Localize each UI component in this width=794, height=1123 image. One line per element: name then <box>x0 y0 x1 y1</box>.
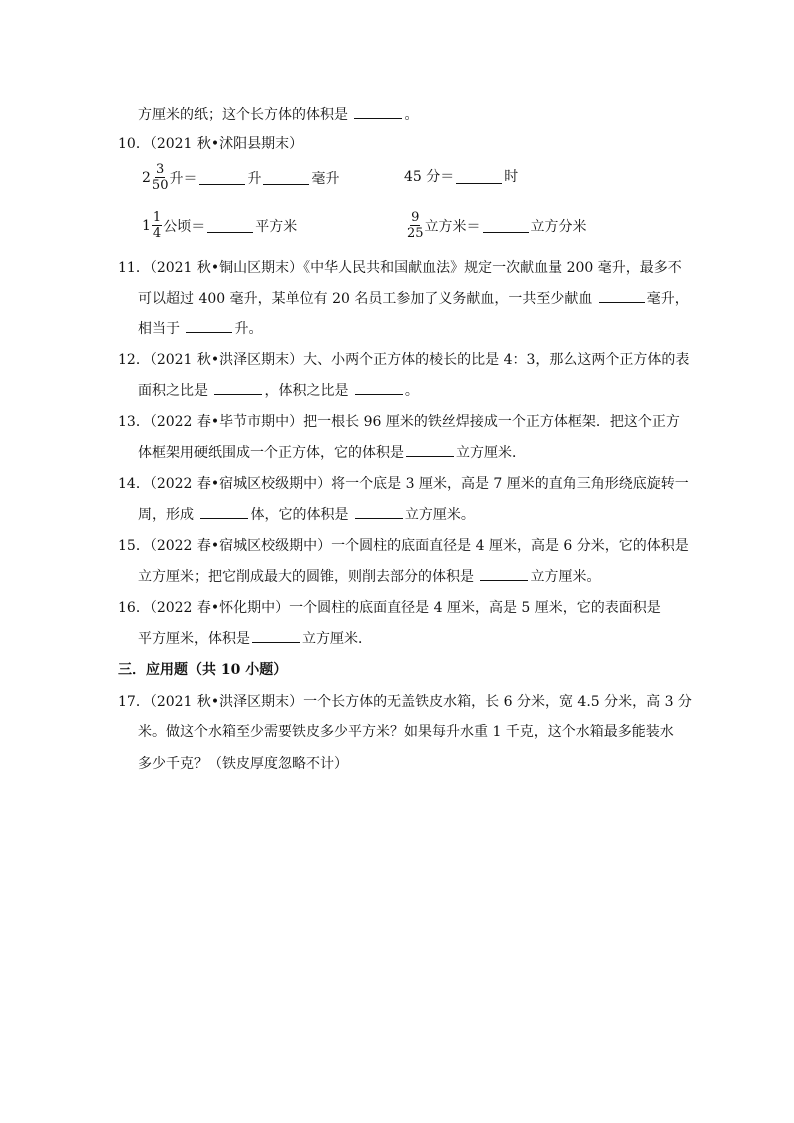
q17-line-1: 17．（2021 秋•洪泽区期末）一个长方体的无盖铁皮水箱，长 6 分米，宽 4.5 分米，高 3 分 <box>118 694 692 710</box>
answer-blank[interactable] <box>354 104 402 119</box>
q10-item-4: $\frac{9}{25}$ 立方米＝ 立方分米 <box>407 210 587 241</box>
fraction: $\frac{1}{4}$ <box>152 210 162 241</box>
q9-continuation: 方厘米的纸；这个长方体的体积是 。 <box>138 104 418 125</box>
q10-item-2: 45 分＝ 时 <box>404 169 519 185</box>
fraction: $\frac{3}{50}$ <box>151 162 169 193</box>
q17-line-3: 多少千克？（铁皮厚度忽略不计） <box>138 756 348 772</box>
q16-line-2: 平方厘米，体积是 立方厘米． <box>138 628 372 649</box>
answer-blank[interactable] <box>263 170 309 185</box>
q11-line-2: 可以超过 400 毫升，某单位有 20 名员工参加了义务献血，一共至少献血 毫升， <box>138 288 689 309</box>
q11-line-3: 相当于 升。 <box>138 318 262 339</box>
answer-blank[interactable] <box>214 380 262 395</box>
answer-blank[interactable] <box>355 380 403 395</box>
q10-item-3: 1 $\frac{1}{4}$ 公顷＝ 平方米 <box>142 210 298 241</box>
q12-line-1: 12．（2021 秋•洪泽区期末）大、小两个正方体的棱长的比是 4：3，那么这两个正方体的表 <box>118 352 690 368</box>
q16-line-1: 16．（2022 春•怀化期中）一个圆柱的底面直径是 4 厘米，高是 5 厘米，它的表面积是 <box>118 600 661 616</box>
q13-line-2: 体框架用硬纸围成一个正方体，它的体积是 立方厘米． <box>138 442 526 463</box>
fraction: $\frac{9}{25}$ <box>407 210 424 241</box>
answer-blank[interactable] <box>186 318 232 333</box>
q15-line-2: 立方厘米；把它削成最大的圆锥，则削去部分的体积是 立方厘米。 <box>138 566 600 587</box>
answer-blank[interactable] <box>480 566 528 581</box>
q11-line-1: 11．（2021 秋•铜山区期末）《中华人民共和国献血法》规定一次献血量 200 毫升，最多不 <box>118 260 682 276</box>
answer-blank[interactable] <box>355 504 403 519</box>
answer-blank[interactable] <box>207 218 253 233</box>
answer-blank[interactable] <box>252 628 300 643</box>
q15-line-1: 15．（2022 春•宿城区校级期中）一个圆柱的底面直径是 4 厘米，高是 6 分米，它的体积是 <box>118 538 689 554</box>
q14-line-1: 14．（2022 春•宿城区校级期中）将一个底是 3 厘米，高是 7 厘米的直角三角形绕底旋转一 <box>118 476 689 492</box>
section-heading: 三．应用题（共 10 小题） <box>118 662 288 678</box>
q17-line-2: 米。做这个水箱至少需要铁皮多少平方米？如果每升水重 1 千克，这个水箱最多能装水 <box>138 724 674 740</box>
answer-blank[interactable] <box>456 169 502 184</box>
answer-blank[interactable] <box>599 288 645 303</box>
answer-blank[interactable] <box>483 218 529 233</box>
q10-heading: 10．（2021 秋•沭阳县期末） <box>118 136 304 152</box>
q13-line-1: 13．（2022 春•毕节市期中）把一根长 96 厘米的铁丝焊接成一个正方体框架．把这个正方 <box>118 414 680 430</box>
q12-line-2: 面积之比是 ，体积之比是 。 <box>138 380 419 401</box>
answer-blank[interactable] <box>200 504 248 519</box>
answer-blank[interactable] <box>406 442 454 457</box>
q10-item-1: 2 $\frac{3}{50}$ 升＝ 升 毫升 <box>142 162 340 193</box>
answer-blank[interactable] <box>199 170 245 185</box>
q14-line-2: 周，形成 体，它的体积是 立方厘米。 <box>138 504 475 525</box>
